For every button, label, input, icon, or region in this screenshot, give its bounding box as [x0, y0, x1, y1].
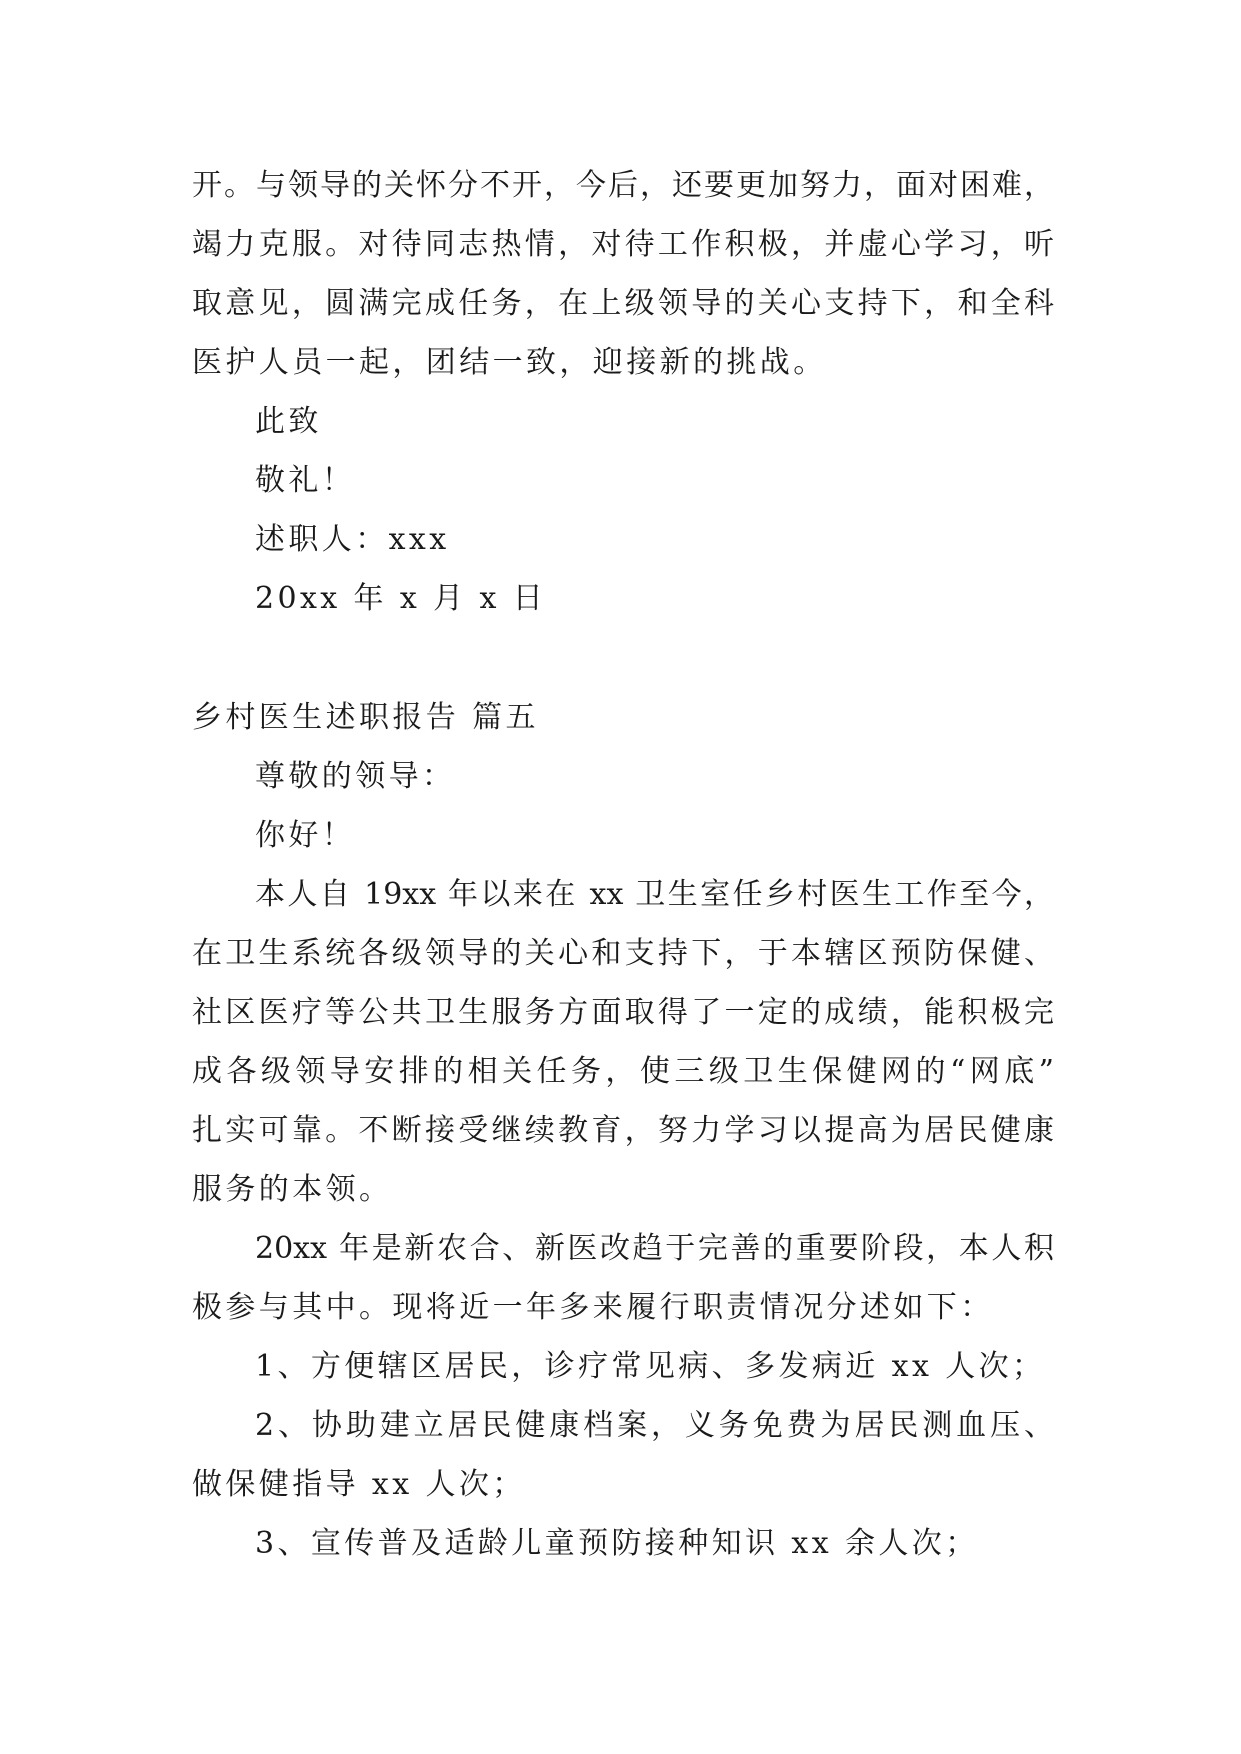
paragraph-line: 成各级领导安排的相关任务，使三级卫生保健网的“网底”	[192, 1054, 1054, 1089]
paragraph-line: 社区医疗等公共卫生服务方面取得了一定的成绩，能积极完	[192, 995, 1054, 1030]
paragraph-line: 做保健指导 xx 人次；	[192, 1467, 526, 1502]
paragraph-line: 取意见，圆满完成任务，在上级领导的关心支持下，和全科	[192, 286, 1054, 321]
paragraph-line: 本人自 19xx 年以来在 xx 卫生室任乡村医生工作至今，	[255, 877, 1054, 912]
closing-paragraph	[192, 156, 1054, 392]
sign-off	[192, 392, 1054, 628]
list-item: 3、宣传普及适龄儿童预防接种知识 xx 余人次；	[255, 1526, 979, 1561]
paragraph-line: 20xx 年是新农合、新医改趋于完善的重要阶段，本人积	[255, 1231, 1054, 1266]
list-item: 1、方便辖区居民，诊疗常见病、多发病近 xx 人次；	[255, 1349, 1046, 1384]
paragraph-line: 医护人员一起，团结一致，迎接新的挑战。	[192, 345, 827, 380]
paragraph-line: 在卫生系统各级领导的关心和支持下，于本辖区预防保健、	[192, 936, 1054, 971]
reporter-name: 述职人：xxx	[255, 522, 450, 557]
document-page	[192, 156, 1054, 1573]
section-spacer	[192, 628, 1054, 688]
greeting: 你好！	[255, 818, 356, 853]
paragraph-line: 极参与其中。现将近一年多来履行职责情况分述如下：	[192, 1290, 994, 1325]
paragraph-line: 扎实可靠。不断接受继续教育，努力学习以提高为居民健康	[192, 1113, 1054, 1148]
paragraph-line: 开。与领导的关怀分不开，今后，还要更加努力，面对困难，	[192, 168, 1054, 203]
paragraph-line: 服务的本领。	[192, 1172, 393, 1207]
paragraph-line: 竭力克服。对待同志热情，对待工作积极，并虚心学习，听	[192, 227, 1054, 262]
section-title: 乡村医生述职报告 篇五	[192, 700, 539, 735]
paragraph-line: 2、协助建立居民健康档案，义务免费为居民测血压、	[255, 1408, 1054, 1443]
intro-paragraph	[192, 865, 1054, 1219]
list-item	[192, 1396, 1054, 1514]
regards: 敬礼！	[255, 463, 356, 498]
report-section	[192, 688, 1054, 1573]
report-date: 20xx 年 x 月 x 日	[255, 581, 547, 616]
salutation: 此致	[255, 404, 322, 439]
summary-paragraph	[192, 1219, 1054, 1337]
addressee: 尊敬的领导：	[255, 759, 456, 794]
